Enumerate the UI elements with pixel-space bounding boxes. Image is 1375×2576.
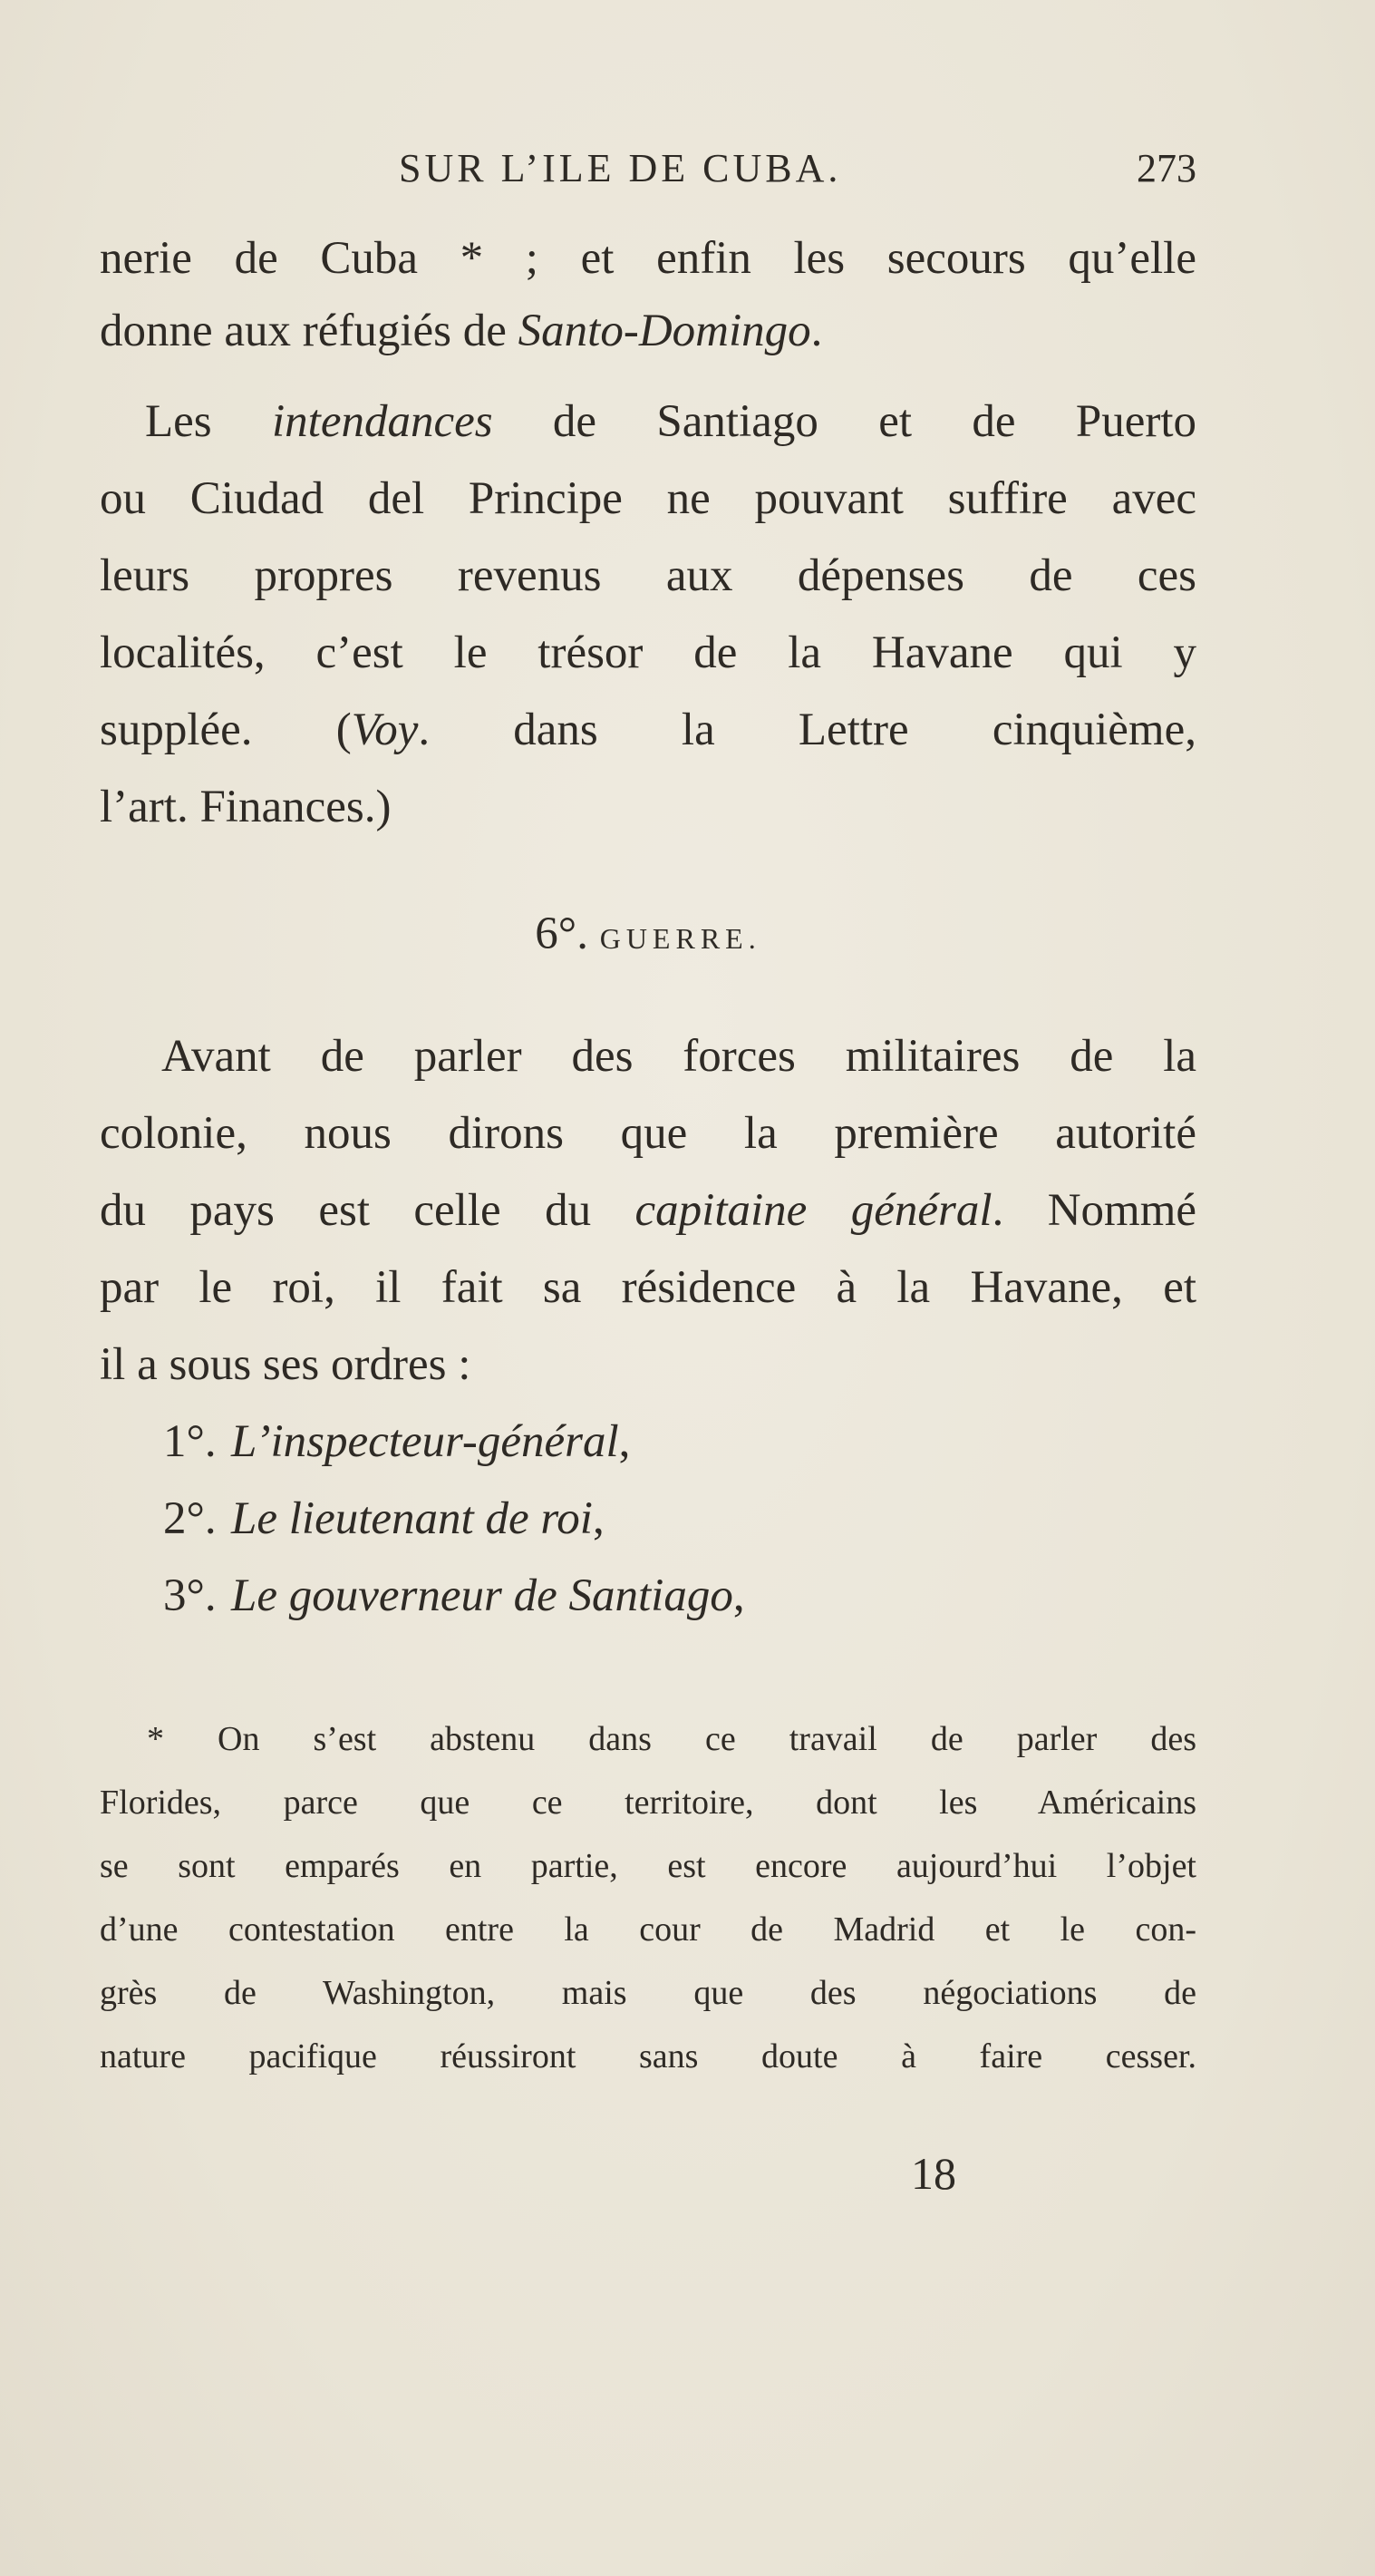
italic-term: intendances — [271, 396, 493, 447]
text-line: Avant de parler des forces militaires de la — [161, 1031, 1196, 1082]
signature-mark: 18 — [911, 2148, 956, 2199]
footnote-line: nature pacifique réussiront sans doute à faire cesser. — [100, 2037, 1196, 2075]
text-line: supplée. (Voy. dans la Lettre cinquième, — [100, 705, 1196, 755]
footnote-line: d’une contestation entre la cour de Madrid et le con- — [100, 1910, 1196, 1949]
text-line: leurs propres revenus aux dépenses de ces — [100, 550, 1196, 601]
list-item: 3°. Le gouverneur de Santiago, — [163, 1570, 745, 1621]
text-line: donne aux réfugiés de Santo-Domingo. — [100, 306, 823, 356]
page-number: 273 — [1137, 146, 1196, 190]
text-line: du pays est celle du capitaine général. Nommé — [100, 1185, 1196, 1236]
text-line: Les intendances de Santiago et de Puerto — [145, 396, 1196, 447]
text-line: localités, c’est le trésor de la Havane qui y — [100, 627, 1196, 678]
section-number: 6°. — [535, 909, 588, 959]
footnote-line: * On s’est abstenu dans ce travail de parler des — [147, 1720, 1196, 1758]
text-line: l’art. Finances.) — [100, 782, 392, 832]
footnote-line: grès de Washington, mais que des négociations de — [100, 1974, 1196, 2012]
page-header — [100, 145, 1196, 199]
text-line: ou Ciudad del Principe ne pouvant suffire avec — [100, 473, 1196, 524]
footnote-line: Florides, parce que ce territoire, dont les Américains — [100, 1784, 1196, 1822]
text-line: il a sous ses ordres : — [100, 1339, 471, 1390]
list-item: 2°. Le lieutenant de roi, — [163, 1493, 605, 1544]
text-line: nerie de Cuba * ; et enfin les secours qu’elle — [100, 233, 1196, 284]
text-line: colonie, nous dirons que la première autorité — [100, 1108, 1196, 1159]
text-line: par le roi, il fait sa résidence à la Havane, et — [100, 1262, 1196, 1313]
italic-title: capitaine général — [634, 1185, 993, 1236]
list-item: 1°. L’inspecteur-général, — [163, 1416, 631, 1467]
section-title: GUERRE. — [599, 922, 761, 955]
section-heading — [100, 898, 1196, 975]
italic-abbrev: Voy — [351, 705, 419, 755]
footnote-line: se sont emparés en partie, est encore aujourd’hui l’objet — [100, 1847, 1196, 1885]
italic-place-name: Santo-Domingo — [518, 306, 811, 356]
running-title: SUR L’ILE DE CUBA. — [399, 146, 842, 190]
